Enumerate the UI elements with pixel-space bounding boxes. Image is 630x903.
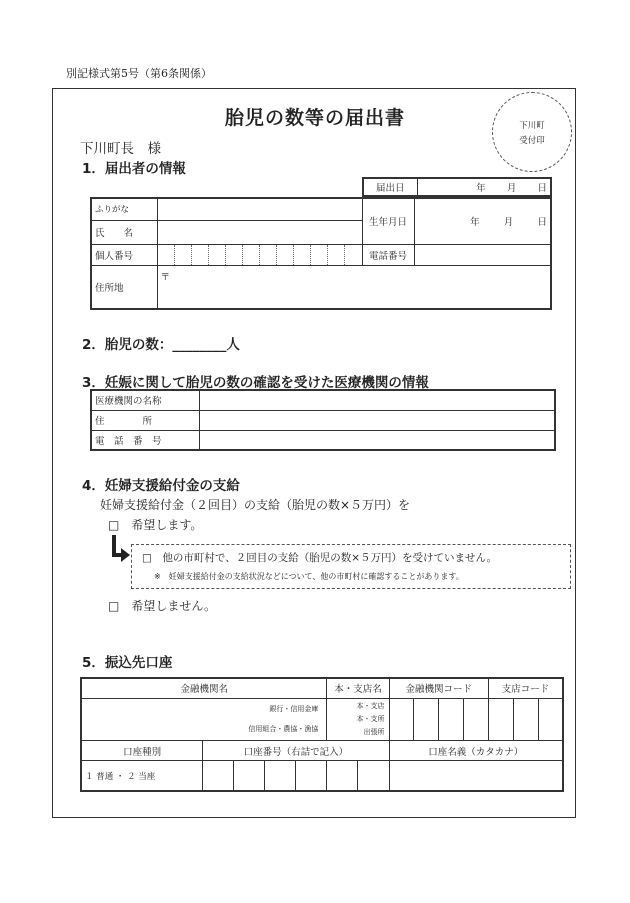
other-municipality-check[interactable]: □ 他の市町村で、２回目の支給（胎児の数×５万円）を受けていません。 bbox=[142, 552, 498, 564]
institution-phone-field[interactable] bbox=[199, 430, 555, 450]
bank-code-digit[interactable] bbox=[439, 698, 464, 740]
arrow-down-right-icon bbox=[108, 533, 132, 567]
bank-type-line1: 銀行・信用金庫 bbox=[269, 705, 319, 714]
birthdate-label: 生年月日 bbox=[362, 198, 414, 244]
account-number-digit[interactable] bbox=[203, 761, 234, 791]
account-holder-header: 口座名義（カタカナ） bbox=[389, 741, 563, 761]
bank-type-line2: 信用組合・農協・漁協 bbox=[248, 725, 319, 734]
digit-box[interactable] bbox=[293, 245, 310, 265]
stamp-label: 受付印 bbox=[519, 136, 545, 146]
postal-mark: 〒 bbox=[160, 272, 171, 284]
bank-code-header: 金融機関コード bbox=[389, 678, 488, 698]
filing-date-table bbox=[362, 177, 552, 197]
section1-heading: 1．届出者の情報 bbox=[82, 161, 186, 177]
bank-account-table bbox=[80, 677, 564, 792]
digit-box[interactable] bbox=[276, 245, 293, 265]
furigana-label: ふりがな bbox=[91, 198, 157, 220]
name-label: 氏 名 bbox=[91, 220, 157, 244]
fetus-count-label: 2．胎児の数： bbox=[82, 337, 173, 353]
fetus-count-unit: 人 bbox=[226, 337, 240, 353]
fetus-count-field[interactable]: ________ bbox=[172, 337, 227, 353]
birth-year-unit: 年 bbox=[470, 217, 480, 229]
section3-heading: 3．妊娠に関して胎児の数の確認を受けた医療機関の情報 bbox=[82, 375, 429, 391]
address-field[interactable] bbox=[157, 266, 551, 309]
account-type-options[interactable]: １ 普通 ・ ２ 当座 bbox=[81, 761, 203, 791]
account-number-digit[interactable] bbox=[358, 761, 389, 791]
month-unit: 月 bbox=[506, 183, 517, 194]
bank-code-digit[interactable] bbox=[389, 698, 414, 740]
medical-institution-table bbox=[90, 389, 556, 451]
digit-box[interactable] bbox=[208, 245, 225, 265]
digit-box[interactable] bbox=[191, 245, 208, 265]
branch-code-digit[interactable] bbox=[488, 698, 513, 740]
branch-code-header: 支店コード bbox=[488, 678, 563, 698]
birthdate-field[interactable] bbox=[414, 198, 551, 244]
institution-name-label: 医療機関の名称 bbox=[91, 390, 199, 410]
digit-box[interactable] bbox=[344, 245, 361, 265]
branch-name-field[interactable] bbox=[327, 698, 389, 740]
other-municipality-box bbox=[131, 544, 571, 589]
address-label: 住所地 bbox=[91, 266, 157, 309]
account-holder-field[interactable] bbox=[389, 761, 563, 791]
option-no-desire[interactable]: □ 希望しません。 bbox=[108, 599, 217, 613]
mynumber-label: 個人番号 bbox=[91, 244, 157, 265]
digit-box[interactable] bbox=[327, 245, 344, 265]
form-title: 胎児の数等の届出書 bbox=[224, 107, 405, 129]
bank-code-digit[interactable] bbox=[464, 698, 489, 740]
confirmation-note: ※ 妊婦支援給付金の支給状況などについて、他の市町村に確認することがあります。 bbox=[154, 572, 464, 581]
addressee: 下川町長 様 bbox=[80, 141, 161, 157]
applicant-table bbox=[90, 197, 552, 310]
section5-heading: 5．振込先口座 bbox=[82, 655, 173, 671]
section4-intro: 妊婦支援給付金（２回目）の支給（胎児の数×５万円）を bbox=[100, 498, 411, 512]
stamp-town: 下川町 bbox=[519, 121, 545, 131]
filing-date-field[interactable] bbox=[417, 178, 551, 196]
mynumber-boxes[interactable] bbox=[157, 244, 362, 265]
account-type-header: 口座種別 bbox=[81, 741, 203, 761]
bank-name-field[interactable] bbox=[81, 698, 327, 740]
filing-date-label: 届出日 bbox=[363, 178, 417, 196]
branch-type-2: 本・支所 bbox=[356, 714, 385, 723]
digit-box[interactable] bbox=[310, 245, 327, 265]
institution-address-label: 住 所 bbox=[91, 410, 199, 430]
digit-box[interactable] bbox=[259, 245, 276, 265]
name-field[interactable] bbox=[157, 220, 362, 244]
branch-type-3: 出張所 bbox=[363, 727, 385, 736]
bank-name-header: 金融機関名 bbox=[81, 678, 327, 698]
account-number-digit[interactable] bbox=[296, 761, 327, 791]
digit-box[interactable] bbox=[174, 245, 191, 265]
account-number-digit[interactable] bbox=[327, 761, 358, 791]
branch-name-header: 本・支店名 bbox=[327, 678, 389, 698]
digit-box[interactable] bbox=[225, 245, 242, 265]
account-number-digit[interactable] bbox=[234, 761, 265, 791]
phone-field[interactable] bbox=[414, 244, 551, 265]
digit-box[interactable] bbox=[242, 245, 259, 265]
day-unit: 日 bbox=[537, 183, 547, 194]
section4-heading: 4．妊婦支援給付金の支給 bbox=[82, 478, 240, 494]
institution-phone-label: 電 話 番 号 bbox=[91, 430, 199, 450]
option-desire[interactable]: □ 希望します。 bbox=[108, 518, 203, 532]
account-number-header: 口座番号（右詰で記入） bbox=[203, 741, 389, 761]
institution-name-field[interactable] bbox=[199, 390, 555, 410]
institution-address-field[interactable] bbox=[199, 410, 555, 430]
branch-code-digit[interactable] bbox=[513, 698, 538, 740]
digit-box[interactable] bbox=[158, 245, 174, 265]
birth-month-unit: 月 bbox=[503, 217, 514, 229]
reception-stamp-area bbox=[492, 92, 572, 172]
furigana-field[interactable] bbox=[157, 198, 362, 220]
section2-heading bbox=[82, 333, 240, 353]
birth-day-unit: 日 bbox=[537, 217, 547, 229]
year-unit: 年 bbox=[476, 183, 486, 194]
form-number-note: 別記様式第5号（第6条関係） bbox=[66, 67, 212, 80]
branch-code-digit[interactable] bbox=[538, 698, 563, 740]
account-number-digit[interactable] bbox=[265, 761, 296, 791]
phone-label: 電話番号 bbox=[362, 244, 414, 265]
branch-type-1: 本・支店 bbox=[356, 701, 385, 710]
bank-code-digit[interactable] bbox=[414, 698, 439, 740]
